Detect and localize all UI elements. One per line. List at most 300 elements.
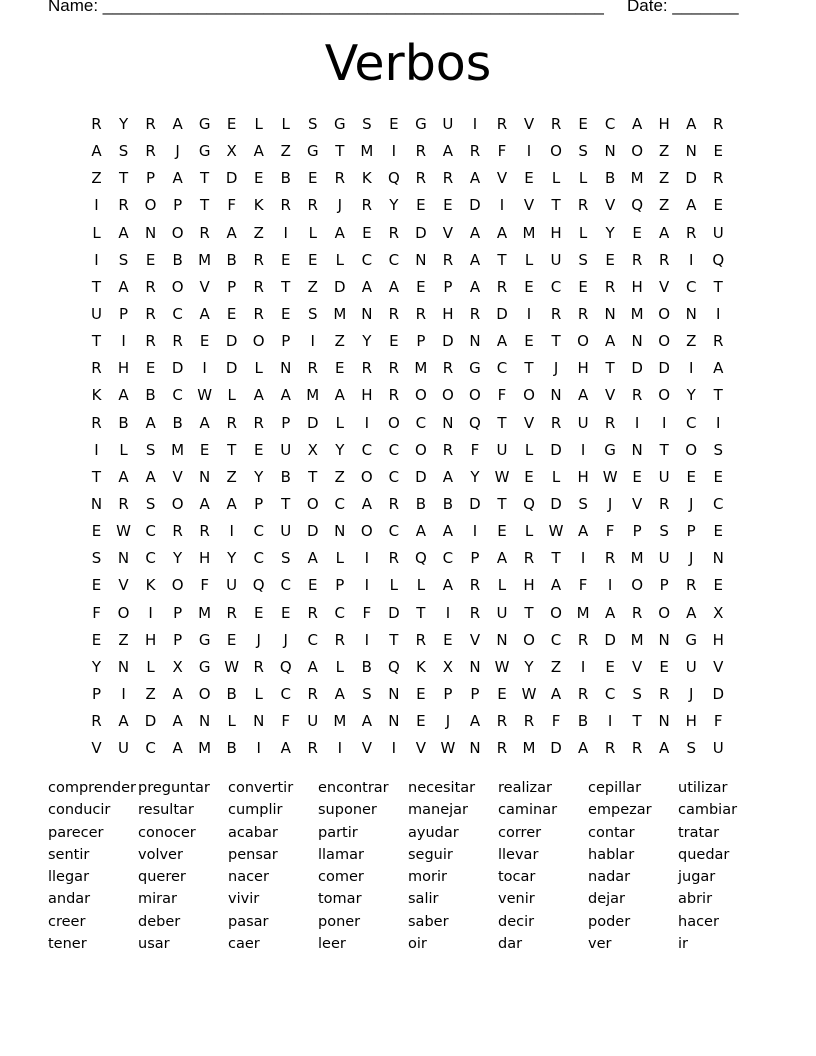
grid-letter[interactable]: R xyxy=(145,142,156,161)
grid-letter[interactable]: O xyxy=(414,386,427,405)
grid-letter[interactable]: V xyxy=(523,196,535,215)
grid-letter[interactable]: J xyxy=(445,712,451,731)
grid-letter[interactable]: P xyxy=(146,169,156,188)
grid-letter[interactable]: U xyxy=(307,712,319,731)
grid-letter[interactable]: R xyxy=(91,115,102,133)
grid-letter[interactable]: P xyxy=(173,603,183,622)
grid-letter[interactable]: U xyxy=(658,467,670,486)
grid-letter[interactable]: E xyxy=(308,250,318,269)
grid-letter[interactable]: G xyxy=(333,115,346,133)
grid-letter[interactable]: E xyxy=(713,467,723,486)
grid-letter[interactable]: Z xyxy=(659,169,670,188)
grid-letter[interactable]: E xyxy=(226,630,237,649)
grid-letter[interactable]: I xyxy=(94,196,99,215)
grid-letter[interactable]: Z xyxy=(550,657,562,676)
grid-letter[interactable]: W xyxy=(548,522,564,541)
grid-letter[interactable]: W xyxy=(440,739,456,758)
grid-letter[interactable]: I xyxy=(716,304,721,323)
grid-letter[interactable]: D xyxy=(415,467,427,486)
grid-letter[interactable]: R xyxy=(253,304,264,323)
grid-letter[interactable]: S xyxy=(632,684,642,703)
grid-letter[interactable]: E xyxy=(199,332,210,351)
grid-letter[interactable]: S xyxy=(659,522,669,541)
grid-letter[interactable]: E xyxy=(253,440,264,459)
grid-letter[interactable]: S xyxy=(686,739,696,758)
grid-letter[interactable]: Q xyxy=(631,196,644,215)
grid-letter[interactable]: I xyxy=(661,413,667,432)
grid-letter[interactable]: I xyxy=(391,739,397,758)
grid-letter[interactable]: J xyxy=(256,630,261,649)
grid-letter[interactable]: A xyxy=(226,494,237,513)
grid-letter[interactable]: Z xyxy=(334,332,345,351)
grid-letter[interactable]: Y xyxy=(254,467,264,486)
grid-letter[interactable]: C xyxy=(685,413,697,432)
grid-letter[interactable]: R xyxy=(550,115,562,133)
grid-letter[interactable]: D xyxy=(469,494,481,513)
grid-letter[interactable]: A xyxy=(118,277,129,296)
grid-letter[interactable]: I xyxy=(364,413,370,432)
grid-letter[interactable]: B xyxy=(226,739,237,758)
grid-letter[interactable]: R xyxy=(469,142,481,161)
grid-letter[interactable]: C xyxy=(442,549,454,568)
grid-letter[interactable]: T xyxy=(200,196,210,215)
grid-letter[interactable]: E xyxy=(524,332,534,351)
grid-letter[interactable]: S xyxy=(713,440,723,459)
grid-letter[interactable]: E xyxy=(416,277,426,296)
grid-letter[interactable]: L xyxy=(227,386,236,405)
grid-letter[interactable]: R xyxy=(713,115,724,133)
grid-letter[interactable]: A xyxy=(361,712,372,731)
grid-letter[interactable]: D xyxy=(225,169,238,188)
grid-letter[interactable]: O xyxy=(387,413,400,432)
grid-letter[interactable]: R xyxy=(253,657,264,676)
grid-letter[interactable]: S xyxy=(280,549,291,568)
grid-letter[interactable]: O xyxy=(252,332,265,351)
grid-letter[interactable]: L xyxy=(551,467,561,486)
grid-letter[interactable]: L xyxy=(335,549,344,568)
grid-letter[interactable]: Y xyxy=(389,196,399,215)
grid-letter[interactable]: R xyxy=(199,223,210,242)
grid-letter[interactable]: L xyxy=(524,250,534,269)
grid-letter[interactable]: G xyxy=(685,630,698,649)
grid-letter[interactable]: A xyxy=(334,684,345,703)
grid-letter[interactable]: R xyxy=(253,277,264,296)
grid-letter[interactable]: R xyxy=(145,277,156,296)
grid-letter[interactable]: R xyxy=(388,494,400,513)
grid-letter[interactable]: T xyxy=(497,413,507,432)
grid-letter[interactable]: S xyxy=(362,115,372,133)
grid-letter[interactable]: C xyxy=(604,684,616,703)
grid-letter[interactable]: P xyxy=(443,277,453,296)
grid-letter[interactable]: T xyxy=(605,359,615,378)
grid-letter[interactable]: H xyxy=(550,223,562,242)
grid-letter[interactable]: L xyxy=(254,684,263,703)
grid-letter[interactable]: Z xyxy=(280,142,291,161)
grid-letter[interactable]: P xyxy=(254,494,264,513)
grid-letter[interactable]: O xyxy=(631,576,644,595)
grid-letter[interactable]: A xyxy=(442,467,454,486)
grid-letter[interactable]: R xyxy=(713,332,724,351)
grid-letter[interactable]: H xyxy=(442,304,454,323)
grid-letter[interactable]: G xyxy=(198,115,211,133)
grid-letter[interactable]: I xyxy=(634,413,640,432)
grid-letter[interactable]: U xyxy=(658,549,670,568)
grid-letter[interactable]: U xyxy=(442,115,454,133)
grid-letter[interactable]: P xyxy=(281,332,291,351)
grid-letter[interactable]: O xyxy=(550,142,562,161)
grid-letter[interactable]: E xyxy=(91,630,102,649)
grid-letter[interactable]: R xyxy=(577,630,589,649)
grid-letter[interactable]: I xyxy=(364,630,370,649)
grid-letter[interactable]: A xyxy=(145,413,156,432)
grid-letter[interactable]: K xyxy=(253,196,264,215)
grid-letter[interactable]: O xyxy=(658,603,671,622)
grid-letter[interactable]: E xyxy=(578,115,588,133)
grid-letter[interactable]: O xyxy=(631,142,644,161)
grid-letter[interactable]: C xyxy=(307,630,318,649)
grid-letter[interactable]: A xyxy=(118,223,129,242)
grid-letter[interactable]: D xyxy=(496,304,508,323)
grid-letter[interactable]: C xyxy=(145,549,156,568)
grid-letter[interactable]: I xyxy=(202,359,207,378)
grid-letter[interactable]: R xyxy=(388,386,400,405)
grid-letter[interactable]: S xyxy=(578,142,588,161)
grid-letter[interactable]: I xyxy=(472,522,478,541)
grid-letter[interactable]: M xyxy=(522,739,536,758)
grid-letter[interactable]: L xyxy=(335,250,344,269)
grid-letter[interactable]: R xyxy=(361,196,373,215)
grid-letter[interactable]: T xyxy=(91,332,102,351)
grid-letter[interactable]: N xyxy=(90,494,103,513)
grid-letter[interactable]: P xyxy=(227,277,237,296)
grid-letter[interactable]: H xyxy=(577,359,589,378)
grid-letter[interactable]: A xyxy=(469,169,481,188)
grid-letter[interactable]: W xyxy=(521,684,537,703)
grid-letter[interactable]: P xyxy=(659,576,669,595)
grid-letter[interactable]: E xyxy=(713,142,723,161)
grid-letter[interactable]: C xyxy=(253,522,264,541)
grid-letter[interactable]: W xyxy=(116,522,131,541)
grid-letter[interactable]: I xyxy=(499,196,505,215)
grid-letter[interactable]: W xyxy=(224,657,240,676)
grid-letter[interactable]: X xyxy=(442,657,454,676)
grid-letter[interactable]: N xyxy=(658,712,670,731)
grid-letter[interactable]: O xyxy=(198,684,211,703)
grid-letter[interactable]: E xyxy=(226,304,237,323)
grid-letter[interactable]: E xyxy=(145,250,156,269)
grid-letter[interactable]: I xyxy=(148,603,153,622)
grid-letter[interactable]: N xyxy=(631,440,643,459)
grid-letter[interactable]: A xyxy=(226,223,237,242)
grid-letter[interactable]: E xyxy=(280,304,291,323)
grid-letter[interactable]: A xyxy=(577,386,589,405)
grid-letter[interactable]: F xyxy=(497,142,507,161)
grid-letter[interactable]: D xyxy=(685,169,697,188)
grid-letter[interactable]: R xyxy=(577,684,589,703)
grid-letter[interactable]: Y xyxy=(335,440,345,459)
grid-letter[interactable]: N xyxy=(199,712,211,731)
grid-letter[interactable]: A xyxy=(604,332,616,351)
grid-letter[interactable]: M xyxy=(360,142,374,161)
grid-letter[interactable]: J xyxy=(283,630,288,649)
grid-letter[interactable]: L xyxy=(578,169,588,188)
grid-letter[interactable]: R xyxy=(577,196,589,215)
grid-letter[interactable]: F xyxy=(470,440,480,459)
grid-letter[interactable]: A xyxy=(496,223,508,242)
grid-letter[interactable]: J xyxy=(688,684,694,703)
grid-letter[interactable]: N xyxy=(712,549,724,568)
grid-letter[interactable]: O xyxy=(442,386,454,405)
grid-letter[interactable]: Z xyxy=(118,630,129,649)
grid-letter[interactable]: V xyxy=(604,196,616,215)
grid-letter[interactable]: Z xyxy=(686,332,697,351)
grid-letter[interactable]: M xyxy=(171,440,185,459)
grid-letter[interactable]: E xyxy=(497,522,507,541)
grid-letter[interactable]: R xyxy=(118,196,129,215)
grid-letter[interactable]: A xyxy=(118,467,129,486)
grid-letter[interactable]: H xyxy=(577,467,589,486)
grid-letter[interactable]: E xyxy=(443,630,453,649)
grid-letter[interactable]: R xyxy=(91,359,102,378)
grid-letter[interactable]: H xyxy=(523,576,535,595)
grid-letter[interactable]: C xyxy=(280,576,291,595)
grid-letter[interactable]: R xyxy=(604,739,616,758)
grid-letter[interactable]: I xyxy=(688,250,694,269)
grid-letter[interactable]: I xyxy=(94,250,99,269)
grid-letter[interactable]: L xyxy=(254,115,263,133)
grid-letter[interactable]: Q xyxy=(414,549,427,568)
grid-letter[interactable]: S xyxy=(362,684,372,703)
grid-letter[interactable]: N xyxy=(334,522,346,541)
grid-letter[interactable]: A xyxy=(632,115,643,133)
grid-letter[interactable]: D xyxy=(442,332,454,351)
grid-letter[interactable]: C xyxy=(712,494,724,513)
grid-letter[interactable]: C xyxy=(550,630,562,649)
grid-letter[interactable]: A xyxy=(172,739,183,758)
grid-letter[interactable]: E xyxy=(659,657,669,676)
grid-letter[interactable]: Y xyxy=(686,386,696,405)
grid-letter[interactable]: R xyxy=(361,359,373,378)
grid-letter[interactable]: Y xyxy=(470,467,480,486)
grid-letter[interactable]: U xyxy=(685,657,697,676)
grid-letter[interactable]: B xyxy=(226,684,237,703)
grid-letter[interactable]: G xyxy=(469,359,481,378)
grid-letter[interactable]: H xyxy=(658,115,670,133)
grid-letter[interactable]: I xyxy=(472,115,478,133)
grid-letter[interactable]: N xyxy=(469,657,481,676)
grid-letter[interactable]: T xyxy=(524,359,534,378)
grid-letter[interactable]: A xyxy=(659,739,670,758)
grid-letter[interactable]: R xyxy=(307,196,318,215)
grid-letter[interactable]: T xyxy=(659,440,669,459)
grid-letter[interactable]: R xyxy=(442,359,454,378)
grid-letter[interactable]: Q xyxy=(387,657,400,676)
grid-letter[interactable]: N xyxy=(361,304,373,323)
grid-letter[interactable]: R xyxy=(550,304,562,323)
grid-letter[interactable]: M xyxy=(630,304,644,323)
grid-letter[interactable]: L xyxy=(92,223,101,242)
grid-letter[interactable]: D xyxy=(550,739,562,758)
grid-letter[interactable]: K xyxy=(361,169,372,188)
grid-letter[interactable]: T xyxy=(713,386,723,405)
grid-letter[interactable]: L xyxy=(524,440,534,459)
grid-letter[interactable]: Z xyxy=(334,467,345,486)
grid-letter[interactable]: Q xyxy=(469,413,481,432)
grid-letter[interactable]: P xyxy=(416,332,426,351)
grid-letter[interactable]: N xyxy=(442,413,454,432)
grid-letter[interactable]: A xyxy=(686,603,697,622)
grid-letter[interactable]: E xyxy=(497,684,507,703)
grid-letter[interactable]: Z xyxy=(91,169,102,188)
grid-letter[interactable]: A xyxy=(577,522,589,541)
grid-letter[interactable]: R xyxy=(388,549,400,568)
grid-letter[interactable]: T xyxy=(713,277,723,296)
grid-letter[interactable]: Q xyxy=(523,494,535,513)
grid-letter[interactable]: E xyxy=(524,169,534,188)
grid-letter[interactable]: R xyxy=(442,169,454,188)
grid-letter[interactable]: E xyxy=(253,169,264,188)
grid-letter[interactable]: R xyxy=(604,413,616,432)
grid-letter[interactable]: B xyxy=(280,169,291,188)
grid-letter[interactable]: U xyxy=(712,739,724,758)
grid-letter[interactable]: L xyxy=(146,657,155,676)
grid-letter[interactable]: O xyxy=(577,332,589,351)
grid-letter[interactable]: A xyxy=(550,684,562,703)
grid-letter[interactable]: A xyxy=(686,115,697,133)
grid-letter[interactable]: L xyxy=(119,440,128,459)
grid-letter[interactable]: A xyxy=(469,277,481,296)
grid-letter[interactable]: X xyxy=(172,657,183,676)
grid-letter[interactable]: O xyxy=(414,440,427,459)
grid-letter[interactable]: U xyxy=(226,576,238,595)
grid-letter[interactable]: R xyxy=(577,304,589,323)
grid-letter[interactable]: X xyxy=(307,440,318,459)
grid-letter[interactable]: R xyxy=(631,250,643,269)
grid-letter[interactable]: A xyxy=(145,467,156,486)
grid-letter[interactable]: L xyxy=(497,576,507,595)
grid-letter[interactable]: I xyxy=(526,304,532,323)
grid-letter[interactable]: X xyxy=(713,603,724,622)
grid-letter[interactable]: B xyxy=(280,467,291,486)
grid-letter[interactable]: R xyxy=(91,712,102,731)
grid-letter[interactable]: T xyxy=(497,494,507,513)
grid-letter[interactable]: H xyxy=(631,277,643,296)
grid-letter[interactable]: H xyxy=(712,630,724,649)
grid-letter[interactable]: Z xyxy=(307,277,318,296)
grid-letter[interactable]: I xyxy=(445,603,451,622)
grid-letter[interactable]: R xyxy=(658,250,670,269)
grid-letter[interactable]: Z xyxy=(145,684,156,703)
grid-letter[interactable]: Y xyxy=(524,657,534,676)
grid-letter[interactable]: C xyxy=(388,522,400,541)
grid-letter[interactable]: A xyxy=(388,277,399,296)
grid-letter[interactable]: D xyxy=(604,630,616,649)
grid-letter[interactable]: U xyxy=(496,603,508,622)
grid-letter[interactable]: K xyxy=(145,576,156,595)
grid-letter[interactable]: N xyxy=(604,304,616,323)
grid-letter[interactable]: U xyxy=(91,304,102,323)
grid-letter[interactable]: Z xyxy=(253,223,264,242)
grid-letter[interactable]: N xyxy=(280,359,292,378)
grid-letter[interactable]: C xyxy=(334,494,346,513)
grid-letter[interactable]: D xyxy=(225,359,238,378)
grid-letter[interactable]: V xyxy=(632,657,643,676)
grid-letter[interactable]: E xyxy=(308,169,318,188)
grid-letter[interactable]: A xyxy=(280,386,291,405)
grid-letter[interactable]: D xyxy=(712,684,725,703)
grid-letter[interactable]: N xyxy=(658,630,670,649)
grid-letter[interactable]: F xyxy=(713,712,723,731)
grid-letter[interactable]: M xyxy=(414,359,428,378)
grid-letter[interactable]: O xyxy=(360,467,373,486)
grid-letter[interactable]: C xyxy=(172,304,183,323)
grid-letter[interactable]: C xyxy=(145,739,156,758)
grid-letter[interactable]: R xyxy=(469,576,481,595)
grid-letter[interactable]: G xyxy=(198,657,211,676)
grid-letter[interactable]: R xyxy=(658,684,670,703)
grid-letter[interactable]: F xyxy=(605,522,615,541)
grid-letter[interactable]: E xyxy=(605,657,615,676)
grid-letter[interactable]: C xyxy=(172,386,183,405)
grid-letter[interactable]: A xyxy=(199,494,210,513)
grid-letter[interactable]: V xyxy=(361,739,372,758)
grid-letter[interactable]: C xyxy=(604,115,616,133)
grid-letter[interactable]: F xyxy=(551,712,561,731)
grid-letter[interactable]: N xyxy=(388,684,400,703)
grid-letter[interactable]: D xyxy=(469,196,481,215)
grid-letter[interactable]: O xyxy=(171,494,184,513)
grid-letter[interactable]: V xyxy=(118,576,129,595)
grid-letter[interactable]: B xyxy=(118,413,129,432)
grid-letter[interactable]: E xyxy=(632,223,642,242)
grid-letter[interactable]: E xyxy=(686,467,696,486)
grid-letter[interactable]: P xyxy=(119,304,129,323)
grid-letter[interactable]: V xyxy=(604,386,616,405)
grid-letter[interactable]: P xyxy=(173,196,183,215)
grid-letter[interactable]: E xyxy=(280,603,291,622)
grid-letter[interactable]: L xyxy=(335,657,344,676)
grid-letter[interactable]: R xyxy=(496,739,508,758)
grid-letter[interactable]: I xyxy=(580,549,586,568)
grid-letter[interactable]: N xyxy=(253,712,265,731)
grid-letter[interactable]: R xyxy=(388,223,400,242)
grid-letter[interactable]: R xyxy=(550,413,562,432)
grid-letter[interactable]: C xyxy=(550,277,562,296)
grid-letter[interactable]: T xyxy=(524,603,534,622)
grid-letter[interactable]: A xyxy=(172,115,183,133)
grid-letter[interactable]: Z xyxy=(659,142,670,161)
grid-letter[interactable]: E xyxy=(524,467,534,486)
grid-letter[interactable]: P xyxy=(686,522,696,541)
grid-letter[interactable]: O xyxy=(117,603,130,622)
grid-letter[interactable]: V xyxy=(199,277,210,296)
grid-letter[interactable]: E xyxy=(280,250,291,269)
grid-letter[interactable]: R xyxy=(280,196,291,215)
grid-letter[interactable]: L xyxy=(227,712,236,731)
grid-letter[interactable]: T xyxy=(551,549,561,568)
grid-letter[interactable]: O xyxy=(523,386,535,405)
grid-letter[interactable]: R xyxy=(604,549,616,568)
grid-letter[interactable]: T xyxy=(281,277,291,296)
grid-letter[interactable]: C xyxy=(334,603,346,622)
grid-letter[interactable]: L xyxy=(308,223,317,242)
grid-letter[interactable]: A xyxy=(550,576,562,595)
grid-letter[interactable]: E xyxy=(524,277,534,296)
grid-letter[interactable]: G xyxy=(198,142,211,161)
grid-letter[interactable]: D xyxy=(415,223,427,242)
grid-letter[interactable]: D xyxy=(550,440,562,459)
grid-letter[interactable]: E xyxy=(713,196,723,215)
